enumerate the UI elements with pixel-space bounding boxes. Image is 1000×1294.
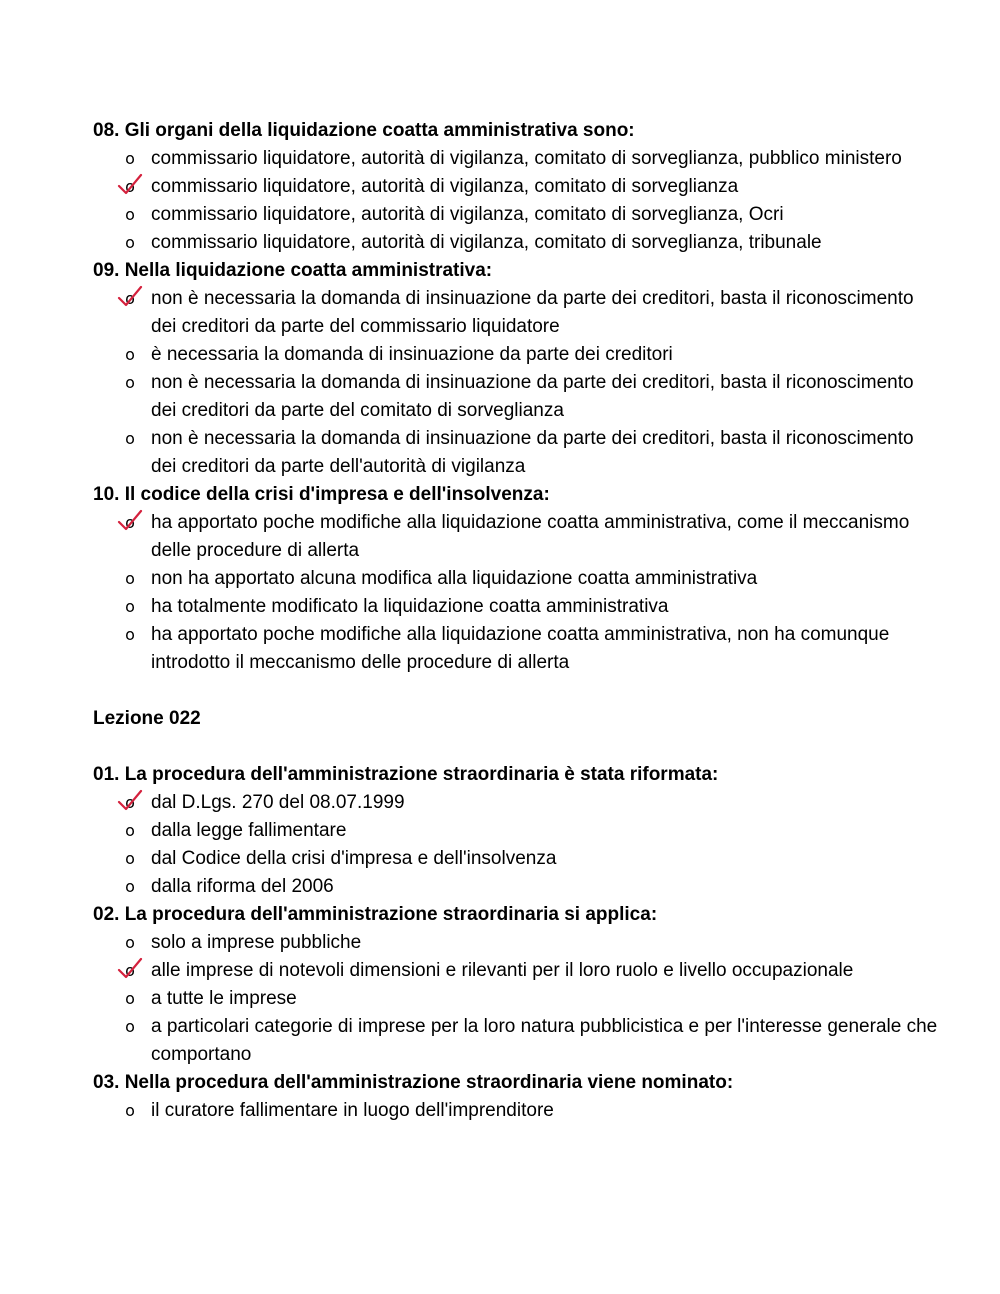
answer-option bbox=[93, 201, 940, 229]
answer-option bbox=[93, 845, 940, 873]
answer-list bbox=[93, 1097, 940, 1125]
answer-option bbox=[93, 145, 940, 173]
answer-option bbox=[93, 565, 940, 593]
hollow-circle-bullet-icon: o bbox=[125, 821, 135, 840]
answer-option bbox=[93, 873, 940, 901]
answer-option-correct bbox=[93, 285, 940, 341]
answer-text: commissario liquidatore, autorità di vigilanza, comitato di sorveglianza, pubblico ministero bbox=[151, 148, 902, 169]
answer-text: a tutte le imprese bbox=[151, 988, 297, 1009]
answer-text: alle imprese di notevoli dimensioni e rilevanti per il loro ruolo e livello occupazionale bbox=[151, 960, 854, 981]
hollow-circle-bullet-icon: o bbox=[125, 597, 135, 616]
answer-text: commissario liquidatore, autorità di vigilanza, comitato di sorveglianza, tribunale bbox=[151, 232, 822, 253]
answer-text: ha apportato poche modifiche alla liquidazione coatta amministrativa, come il meccanismo delle procedure di allerta bbox=[151, 512, 910, 561]
answer-text: il curatore fallimentare in luogo dell'imprenditore bbox=[151, 1100, 554, 1121]
answer-text: commissario liquidatore, autorità di vigilanza, comitato di sorveglianza bbox=[151, 176, 739, 197]
answer-option bbox=[93, 229, 940, 257]
hollow-circle-bullet-icon: o bbox=[125, 429, 135, 448]
answer-text: non è necessaria la domanda di insinuazione da parte dei creditori, basta il riconoscimento dei creditori da parte dell'autorità di vigilanza bbox=[151, 428, 914, 477]
answer-option-correct bbox=[93, 173, 940, 201]
answer-option-correct bbox=[93, 957, 940, 985]
answer-option bbox=[93, 425, 940, 481]
answer-option bbox=[93, 593, 940, 621]
hollow-circle-bullet-icon: o bbox=[125, 513, 135, 532]
hollow-circle-bullet-icon: o bbox=[125, 1017, 135, 1036]
answer-text: dalla riforma del 2006 bbox=[151, 876, 334, 897]
red-checkmark-icon bbox=[117, 285, 143, 307]
hollow-circle-bullet-icon: o bbox=[125, 989, 135, 1008]
red-checkmark-icon bbox=[117, 509, 143, 531]
question-title: 09. Nella liquidazione coatta amministrativa: bbox=[93, 260, 493, 281]
red-checkmark-icon bbox=[117, 789, 143, 811]
answer-text: ha apportato poche modifiche alla liquidazione coatta amministrativa, non ha comunque introdotto il meccanismo delle procedure di allerta bbox=[151, 624, 890, 673]
hollow-circle-bullet-icon: o bbox=[125, 933, 135, 952]
answer-list bbox=[93, 509, 940, 677]
lesson-heading: Lezione 022 bbox=[93, 708, 201, 729]
answer-option bbox=[93, 1097, 940, 1125]
answer-option bbox=[93, 985, 940, 1013]
answer-text: non è necessaria la domanda di insinuazione da parte dei creditori, basta il riconoscimento dei creditori da parte del commissario liquidatore bbox=[151, 288, 914, 337]
answer-text: è necessaria la domanda di insinuazione da parte dei creditori bbox=[151, 344, 673, 365]
question-block bbox=[93, 257, 940, 481]
question-block bbox=[93, 117, 940, 257]
answer-list bbox=[93, 145, 940, 257]
hollow-circle-bullet-icon: o bbox=[125, 1101, 135, 1120]
hollow-circle-bullet-icon: o bbox=[125, 205, 135, 224]
question-title: 03. Nella procedura dell'amministrazione straordinaria viene nominato: bbox=[93, 1072, 734, 1093]
answer-option bbox=[93, 929, 940, 957]
answer-text: non ha apportato alcuna modifica alla liquidazione coatta amministrativa bbox=[151, 568, 758, 589]
answer-list bbox=[93, 285, 940, 481]
hollow-circle-bullet-icon: o bbox=[125, 793, 135, 812]
question-title: 08. Gli organi della liquidazione coatta amministrativa sono: bbox=[93, 120, 635, 141]
answer-option bbox=[93, 1013, 940, 1069]
answer-option bbox=[93, 369, 940, 425]
question-title: 10. Il codice della crisi d'impresa e dell'insolvenza: bbox=[93, 484, 550, 505]
answer-text: non è necessaria la domanda di insinuazione da parte dei creditori, basta il riconoscimento dei creditori da parte del comitato di sorveglianza bbox=[151, 372, 914, 421]
hollow-circle-bullet-icon: o bbox=[125, 289, 135, 308]
question-block bbox=[93, 481, 940, 677]
answer-option-correct bbox=[93, 789, 940, 817]
question-title: 01. La procedura dell'amministrazione straordinaria è stata riformata: bbox=[93, 764, 719, 785]
answer-option bbox=[93, 341, 940, 369]
hollow-circle-bullet-icon: o bbox=[125, 149, 135, 168]
answer-option bbox=[93, 817, 940, 845]
hollow-circle-bullet-icon: o bbox=[125, 877, 135, 896]
hollow-circle-bullet-icon: o bbox=[125, 177, 135, 196]
red-checkmark-icon bbox=[117, 957, 143, 979]
answer-option bbox=[93, 621, 940, 677]
hollow-circle-bullet-icon: o bbox=[125, 849, 135, 868]
answer-text: solo a imprese pubbliche bbox=[151, 932, 362, 953]
question-block bbox=[93, 761, 940, 901]
answer-text: commissario liquidatore, autorità di vigilanza, comitato di sorveglianza, Ocri bbox=[151, 204, 784, 225]
hollow-circle-bullet-icon: o bbox=[125, 625, 135, 644]
hollow-circle-bullet-icon: o bbox=[125, 373, 135, 392]
answer-text: ha totalmente modificato la liquidazione coatta amministrativa bbox=[151, 596, 669, 617]
answer-list bbox=[93, 929, 940, 1069]
question-title: 02. La procedura dell'amministrazione straordinaria si applica: bbox=[93, 904, 658, 925]
answer-text: dal Codice della crisi d'impresa e dell'insolvenza bbox=[151, 848, 557, 869]
answer-list bbox=[93, 789, 940, 901]
answer-text: dal D.Lgs. 270 del 08.07.1999 bbox=[151, 792, 405, 813]
hollow-circle-bullet-icon: o bbox=[125, 569, 135, 588]
hollow-circle-bullet-icon: o bbox=[125, 961, 135, 980]
answer-text: a particolari categorie di imprese per la loro natura pubblicistica e per l'interesse generale che comportano bbox=[151, 1016, 938, 1065]
red-checkmark-icon bbox=[117, 173, 143, 195]
question-block bbox=[93, 1069, 940, 1125]
question-block bbox=[93, 901, 940, 1069]
hollow-circle-bullet-icon: o bbox=[125, 345, 135, 364]
answer-option-correct bbox=[93, 509, 940, 565]
hollow-circle-bullet-icon: o bbox=[125, 233, 135, 252]
answer-text: dalla legge fallimentare bbox=[151, 820, 347, 841]
